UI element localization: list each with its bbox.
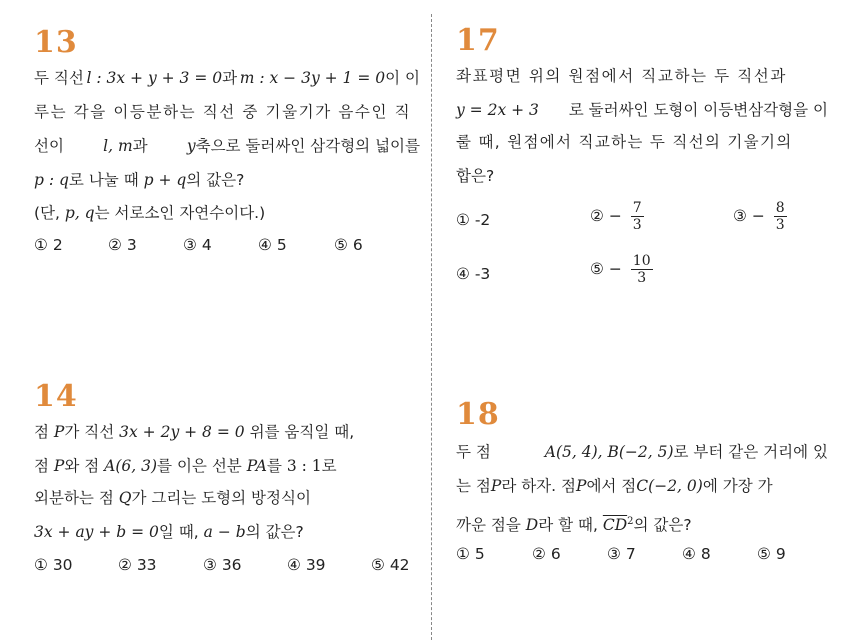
math: 3x + 2y + 8 = 0 (119, 423, 245, 441)
problem-text-line (34, 488, 311, 508)
exponent: 2 (627, 516, 634, 527)
choice-4[interactable]: ④ 8 (682, 545, 711, 563)
text: 일 때, (158, 523, 199, 541)
text: 의 값은? (186, 171, 245, 189)
problem-13 (34, 26, 422, 266)
math: a − b (203, 523, 246, 541)
choice-1[interactable]: ① -2 (456, 211, 491, 229)
text: 의 값은? (633, 516, 692, 535)
problem-condition (34, 203, 265, 223)
choice-2[interactable]: ② 3 (108, 236, 137, 254)
column-divider (431, 14, 432, 640)
text: 과 (222, 69, 238, 87)
math: l, m (103, 137, 133, 155)
math: m : x − 3y + 1 = 0 (239, 69, 386, 87)
choice-4[interactable]: ④ 39 (287, 556, 326, 574)
text: 합은? (456, 167, 495, 185)
problem-14 (34, 380, 422, 580)
minus-sign: − (608, 260, 622, 278)
problem-number: 17 (456, 23, 500, 58)
problem-17 (456, 24, 836, 304)
minus-sign: − (751, 207, 765, 225)
minus-sign: − (608, 207, 622, 225)
text: 두 점 (456, 443, 491, 461)
choice-3[interactable]: ③ 36 (203, 556, 242, 574)
choice-2[interactable] (590, 200, 644, 233)
choice-3[interactable]: ③ 4 (183, 236, 212, 254)
choice-label: ③ (733, 207, 747, 225)
text: 이 이 (385, 69, 420, 87)
text: 축으로 둘러싸인 삼각형의 넓이를 (195, 137, 420, 155)
problem-text-line (456, 166, 494, 186)
choice-2[interactable]: ② 6 (532, 545, 561, 563)
math: y = 2x + 3 (456, 101, 539, 119)
problem-number: 14 (34, 379, 78, 414)
text: 두 직선 (34, 69, 84, 87)
problem-text-line (34, 422, 354, 442)
choice-1[interactable]: ① 30 (34, 556, 73, 574)
fraction (631, 253, 653, 286)
choice-5[interactable] (590, 253, 653, 286)
text: 로 (321, 457, 337, 475)
math: P (576, 477, 587, 495)
text: 가 그리는 도형의 방정식이 (131, 489, 311, 507)
choice-1[interactable]: ① 2 (34, 236, 63, 254)
denominator: 3 (637, 270, 647, 286)
math: PA (246, 457, 267, 475)
problem-text-line (34, 170, 244, 190)
fraction (631, 200, 644, 233)
math: C(−2, 0) (636, 477, 703, 495)
problem-text-line (34, 136, 420, 156)
text: 가 직선 (64, 423, 115, 441)
problem-text-line (34, 102, 420, 122)
numerator: 7 (632, 200, 642, 216)
text: (단, (34, 204, 60, 222)
choice-5[interactable]: ⑤ 6 (334, 236, 363, 254)
text: 로 둘러싸인 도형이 이등변삼각형을 이 (568, 101, 828, 119)
math: 3x + ay + b = 0 (34, 523, 159, 541)
numerator: 10 (632, 253, 651, 269)
math: p, q (64, 204, 95, 222)
choice-2[interactable]: ② 33 (118, 556, 157, 574)
text: 라 하자. 점 (501, 477, 576, 495)
choice-5[interactable]: ⑤ 9 (757, 545, 786, 563)
text: 룰 때, 원점에서 직교하는 두 직선의 기울기의 (456, 133, 793, 151)
text: 선이 (34, 137, 64, 155)
math: A(5, 4), B(−2, 5) (544, 443, 674, 461)
denominator: 3 (775, 217, 785, 233)
text: 점 (34, 423, 49, 441)
problem-number: 13 (34, 25, 78, 60)
fraction (774, 200, 787, 233)
text: 좌표평면 위의 원점에서 직교하는 두 직선과 (456, 67, 787, 85)
numerator: 8 (775, 200, 785, 216)
math: p + q (143, 171, 187, 189)
problem-text-line (456, 66, 787, 86)
text: 에서 점 (586, 477, 637, 495)
math: P (53, 457, 65, 475)
problem-text-line (34, 68, 420, 88)
choice-1[interactable]: ① 5 (456, 545, 485, 563)
text: 의 값은? (245, 523, 304, 541)
math: P (490, 477, 502, 495)
denominator: 3 (632, 217, 642, 233)
choice-5[interactable]: ⑤ 42 (371, 556, 410, 574)
problem-text-line (456, 132, 793, 152)
text: 는 점 (456, 477, 491, 495)
math: P (53, 423, 65, 441)
math: y (186, 137, 196, 155)
choice-label: ② (590, 207, 604, 225)
math: Q (118, 489, 132, 507)
text: 까운 점을 (456, 516, 521, 535)
problem-text-line (456, 442, 828, 462)
math: A(6, 3) (104, 457, 158, 475)
text: 라 할 때, (538, 516, 598, 535)
text: 와 점 (64, 457, 100, 475)
choice-label: ⑤ (590, 260, 604, 278)
text: 에 가장 가 (702, 477, 773, 495)
choice-4[interactable]: ④ 5 (258, 236, 287, 254)
choice-3[interactable] (733, 200, 787, 233)
text: 점 (34, 457, 49, 475)
text: 를 (266, 457, 282, 475)
text: 외분하는 점 (34, 489, 114, 507)
problem-text-line (34, 456, 337, 476)
problem-text-line (456, 100, 828, 120)
segment-cd: $\overline{CD}$ (602, 516, 628, 535)
text: 를 이은 선분 (157, 457, 242, 475)
math: 3 : 1 (286, 457, 322, 475)
text: 위를 움직일 때, (249, 423, 355, 441)
math: l : 3x + y + 3 = 0 (86, 69, 223, 87)
text: 로 부터 같은 거리에 있 (673, 443, 828, 461)
text: 루는 각을 이등분하는 직선 중 기울기가 음수인 직 (34, 103, 412, 121)
choice-3[interactable]: ③ 7 (607, 545, 636, 563)
choice-4[interactable]: ④ -3 (456, 265, 491, 283)
problem-text-line (456, 512, 692, 535)
text: 는 서로소인 자연수이다.) (94, 204, 266, 222)
math: p : q (34, 171, 69, 189)
text: 로 나눌 때 (68, 171, 139, 189)
problem-number: 18 (456, 397, 500, 432)
text: 과 (132, 137, 148, 155)
math: D (525, 516, 539, 535)
problem-18 (456, 398, 836, 578)
problem-text-line (34, 522, 304, 542)
problem-text-line (456, 476, 828, 496)
